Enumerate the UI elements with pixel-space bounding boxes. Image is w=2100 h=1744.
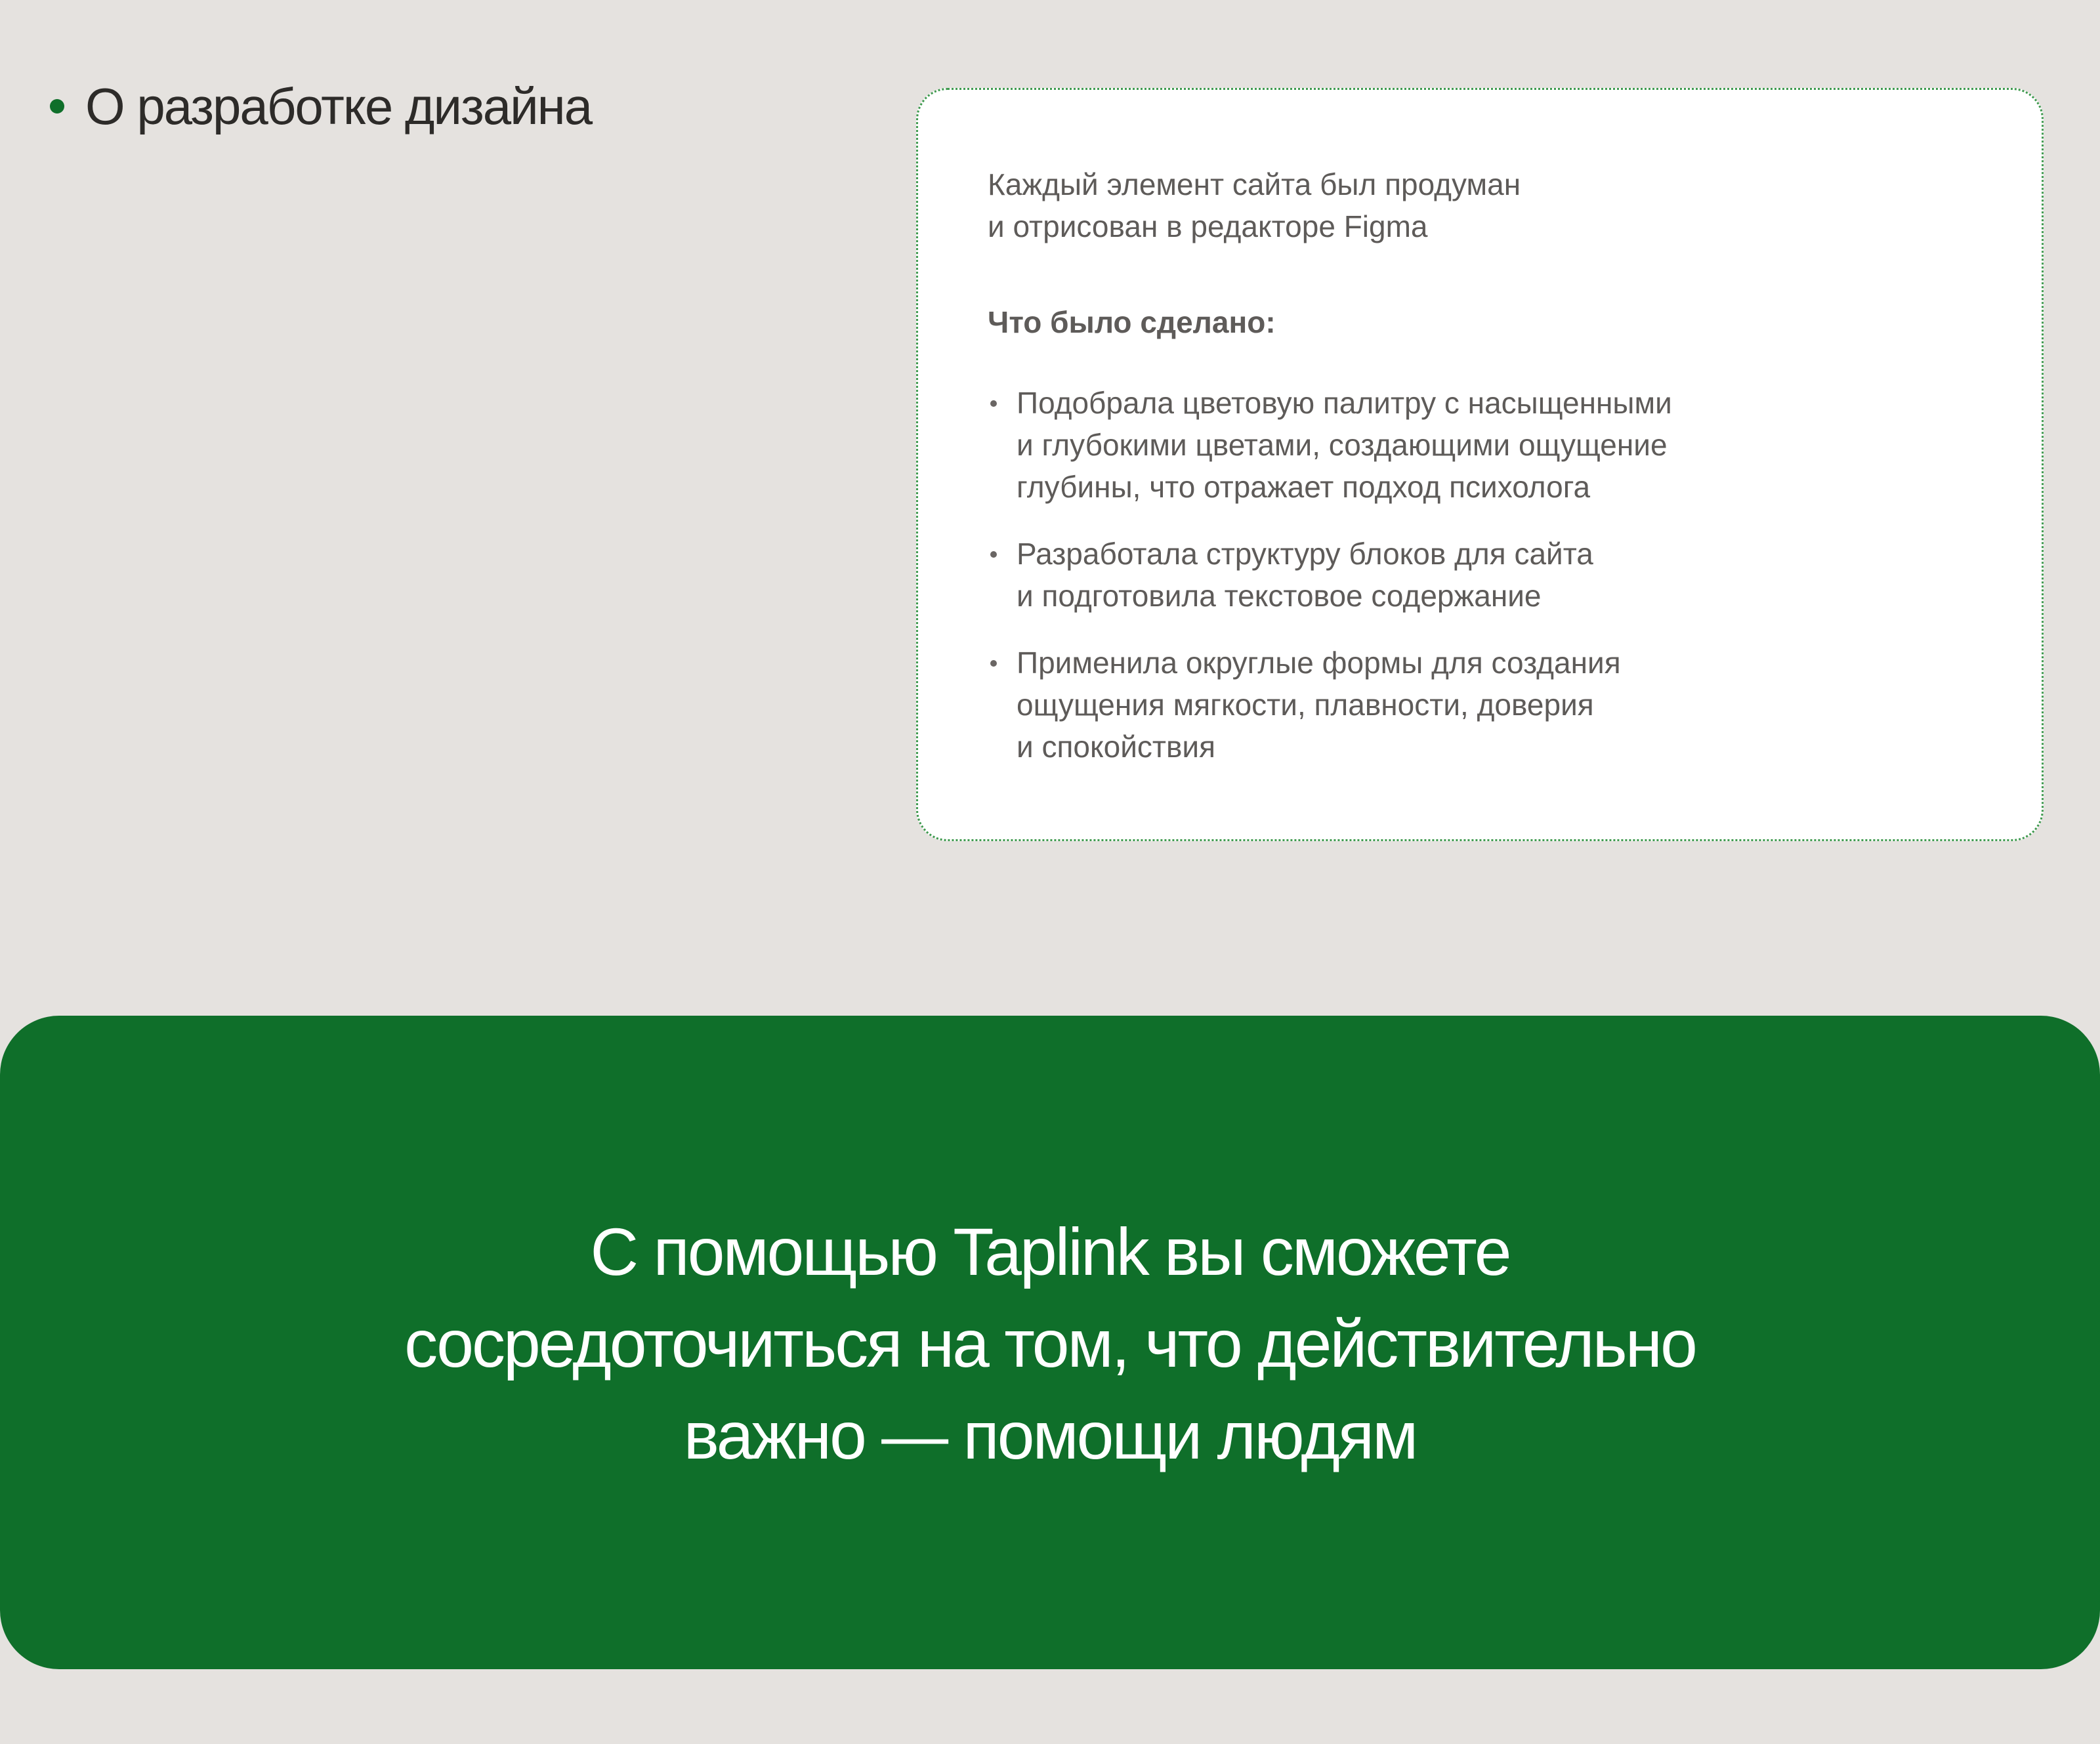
- list-item: [988, 533, 1971, 617]
- bullet-dot-icon: [50, 99, 64, 114]
- list-item-line: и глубокими цветами, создающими ощущение: [1017, 428, 1668, 462]
- card-intro-line: Каждый элемент сайта был продуман: [988, 167, 1521, 201]
- list-item-line: ощущения мягкости, плавности, доверия: [1017, 688, 1594, 722]
- banner-line: С помощью Taplink вы сможете: [590, 1215, 1510, 1289]
- list-item-line: и спокойствия: [1017, 730, 1215, 764]
- banner-line: важно — помощи людям: [683, 1398, 1417, 1473]
- card-intro: [988, 163, 1971, 247]
- section-title: О разработке дизайна: [85, 77, 592, 135]
- card-intro-line: и отрисован в редакторе Figma: [988, 209, 1428, 243]
- list-item-line: Подобрала цветовую палитру с насыщенными: [1017, 386, 1672, 420]
- banner-line: сосредоточиться на том, что действительно: [404, 1306, 1696, 1381]
- section-heading: [50, 73, 591, 139]
- design-info-card: [916, 88, 2044, 841]
- list-item: [988, 642, 1971, 768]
- done-list-title: Что было сделано:: [988, 305, 1276, 339]
- banner-text: [404, 1206, 1696, 1482]
- done-list: [988, 382, 1971, 768]
- list-item-line: Разработала структуру блоков для сайта: [1017, 537, 1593, 571]
- list-item-line: и подготовила текстовое содержание: [1017, 579, 1542, 613]
- list-item-line: глубины, что отражает подход психолога: [1017, 470, 1591, 504]
- taplink-banner: [0, 1016, 2100, 1669]
- list-item: [988, 382, 1971, 508]
- list-item-line: Применила округлые формы для создания: [1017, 646, 1621, 680]
